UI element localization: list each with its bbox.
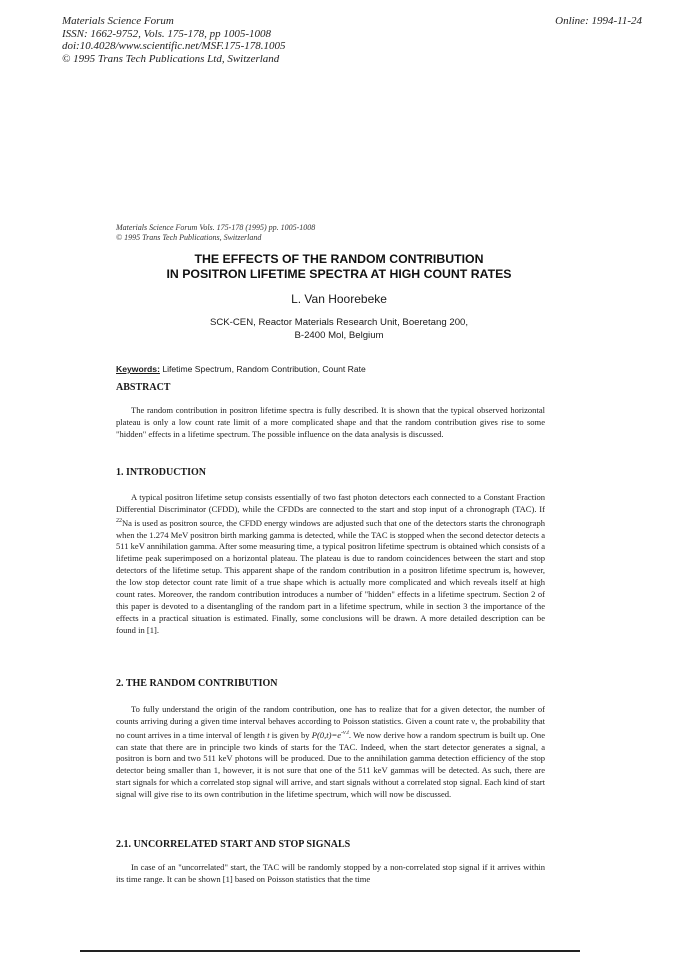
paragraph: To fully understand the origin of the random contribution, one has to realize that for a given detector, the number of counts arriving during a given time interval behaves according to Poisson statistics. Given a count rate ν, the probability that no count arrives in a time interval of length t is given by $P(0,t)=e^{-\nu.t}$. We now derive how a random spectrum is built up. One can state that there are in principle two kinds of starts for the TAC. Indeed, when the start detector generates a signal, a positron is born and two 511 keV photons will be produced. Due to the annihilation gamma detection efficiency of the stop detector being smaller than 1, however, it is not sure that one of the 511 keV gammas will be detected. As such, there are start signals for which a correlated stop signal will arrive, and start signals without a correlated stop signal. Each kind of start signal will give rise to its own contribution in the lifetime spectrum, which will now be discussed. (116, 704, 545, 800)
abstract-text (116, 405, 545, 441)
keywords-label: Keywords: (116, 364, 160, 374)
citation-line: © 1995 Trans Tech Publications, Switzerland (116, 233, 262, 242)
online-date: Online: 1994-11-24 (555, 15, 642, 27)
title-line: IN POSITRON LIFETIME SPECTRA AT HIGH COUNT RATES (166, 267, 512, 281)
poisson-formula: $P(0,t)=e^{-\nu.t}$ (311, 729, 349, 740)
title-line: THE EFFECTS OF THE RANDOM CONTRIBUTION (194, 252, 484, 266)
paper-title (100, 252, 578, 282)
journal-doi: doi:10.4028/www.scientific.net/MSF.175-178.1005 (62, 40, 286, 52)
affiliation (100, 316, 578, 342)
uncorrelated-text (116, 862, 545, 886)
random-contribution-text (116, 704, 545, 801)
variable-t: t (267, 729, 270, 740)
affiliation-line: B-2400 Mol, Belgium (294, 330, 384, 341)
introduction-text (116, 492, 545, 637)
citation-block (116, 223, 315, 243)
paragraph: A typical positron lifetime setup consists essentially of two fast photon detectors each connected to a Constant Fraction Differential Discriminator (CFDD), while the CFDDs are connected to the start and stop input of a chronograph (TAC). If $^{22}$Na is used as positron source, the CFDD energy windows are adjusted such that one of the detectors starts the chronograph when the 1.274 MeV positron birth marking gamma is detected, while the TAC is stopped when the second detector detects a 511 keV annihilation gamma. After some measuring time, a typical positron lifetime spectrum is obtained which consists of a lifetime peak superimposed on a horizontal plateau. The plateau is due to random coincidences between the start and stop detectors of the lifetime setup. This apparent shape of the random contribution in a positron lifetime spectrum is, however, the low stop detector count rate limit of a true shape which is actually more complicated and which reveals itself at high count rates. Moreover, the random contribution introduces a number of "hidden" effects in a lifetime spectrum. Section 2 of this paper is devoted to a disentangling of the random part in a lifetime spectrum, while in section 3 the importance of the effects in a practical situation is estimated. Finally, some conclusions will be drawn. A more detailed description can be found in [1]. (116, 492, 545, 635)
paragraph: The random contribution in positron lifetime spectra is fully described. It is shown that the typical observed horizontal plateau is only a low count rate limit of a more complicated shape and that the random contribution gives rise to some "hidden" effects in a lifetime spectrum. The possible influence on the data analysis is discussed. (116, 405, 545, 439)
section-heading-abstract: ABSTRACT (116, 382, 171, 393)
citation-line: Materials Science Forum Vols. 175-178 (1995) pp. 1005-1008 (116, 223, 316, 232)
journal-name: Materials Science Forum (62, 15, 174, 27)
affiliation-line: SCK-CEN, Reactor Materials Research Unit, Boeretang 200, (209, 317, 469, 328)
keywords (116, 364, 366, 374)
page-bottom-rule (80, 950, 580, 952)
section-heading-uncorrelated: 2.1. UNCORRELATED START AND STOP SIGNALS (116, 839, 351, 850)
author: L. Van Hoorebeke (291, 292, 387, 306)
section-heading-introduction: 1. INTRODUCTION (116, 467, 207, 478)
isotope-mass-number: 22 (116, 517, 122, 524)
journal-issn: ISSN: 1662-9752, Vols. 175-178, pp 1005-1008 (62, 27, 271, 40)
journal-header (62, 15, 286, 65)
journal-copyright: © 1995 Trans Tech Publications Ltd, Switzerland (62, 52, 280, 65)
paragraph: In case of an "uncorrelated" start, the TAC will be randomly stopped by a non-correlated stop signal if it arrives within its time range. It can be shown [1] based on Poisson statistics that the time (116, 862, 545, 884)
keywords-text: Lifetime Spectrum, Random Contribution, Count Rate (162, 364, 366, 374)
section-heading-random-contribution: 2. THE RANDOM CONTRIBUTION (116, 678, 278, 689)
